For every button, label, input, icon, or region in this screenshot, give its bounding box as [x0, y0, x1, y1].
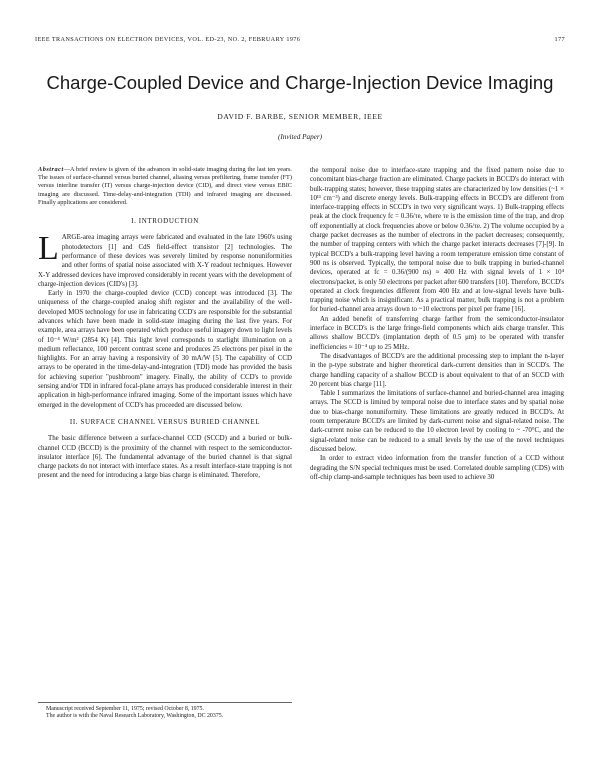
journal-name: IEEE TRANSACTIONS ON ELECTRON DEVICES, VOL. ED-23, NO. 2, FEBRUARY 1976 [35, 36, 301, 43]
intro-paragraph-2: Early in 1970 the charge-coupled device (CCD) concept was introduced [3]. The uniqueness of the charge-coupled analog shift register and the availability of the well-developed MOS technology for use in fabricating CCD's are responsible for the substantial advances which have been made in solid-state imaging during the last five years. For example, area arrays have been operated which produce useful imagery down to light levels of 10⁻⁴ W/m² (2854 K) [4]. This light level corresponds to starlight illumination on a medium reflectance, 100 percent contrast scene and produces 25 electrons per pixel in the highlights. For an array having a responsivity of 30 mA/W [5]. The capability of CCD arrays to be operated in the time-delay-and-integration (TDI) mode has provided the basis for achieving superior "pushbroom" imagery. Finally, the ability of CCD's to provide sensing and/or TDI in infrared focal-plane arrays has produced considerable interest in their application in high-performance infrared imaging. Some of the important issues which have emerged in the development of CCD's has proceeded are discussed below. [38, 290, 292, 409]
right-paragraph-5: In order to extract video information from the transfer function of a CCD without degrading the S/N special techniques must be used. Correlated double sampling (CDS) with off-chip clamp-and-sample techniques has been used to achieve 30 [310, 455, 564, 481]
page-number: 177 [554, 36, 565, 43]
footnote-received: Manuscript received September 11, 1975; revised October 8, 1975. [46, 706, 204, 712]
intro-paragraph-1 [38, 230, 292, 289]
abstract-label: Abstract [38, 166, 64, 173]
left-column [38, 166, 292, 481]
right-paragraph-3: The disadvantages of BCCD's are the additional processing step to implant the n-layer in the p-type substrate and higher theoretical dark-current densities than in SCCD's. The charge handling capacity of a shallow BCCD is about equivalent to that of an SCCD with 20 percent bias charge [11]. [310, 352, 564, 388]
abstract-text: —A brief review is given of the advances in solid-state imaging during the last ten years. The issues of surface-channel versus buried channel, aliasing versus prefiltering, frame transfer (FT) versus interline transfer (IT) versus charge-injection device (CID), and direct view versus EBIC imaging are discussed. Time-delay-and-integration (TDI) and infrared imaging are discussed. Finally applications are considered. [38, 166, 292, 206]
right-paragraph-1: the temporal noise due to interface-state trapping and the fixed pattern noise due to concomitant bias-charge fraction are eliminated. Charge packets in BCCD's do interact with bulk-trapping states; however, these trapping states are characterized by low densities (~1 × 10¹¹ cm⁻³) and discrete energy levels. Bulk-trapping effects in BCCD's are different from interface-trapping effects in SCCD's in two very significant ways. 1) Bulk-trapping effects peak at the clock frequency fc = 0.36/τe, where τe is the emission time of the trap, and drop off exponentially at clock frequencies above or below 0.36/τe. 2) The volume occupied by a charge packet decreases as the number of electrons in the packet decreases; consequently, the number of trapping centers with which the charge packet interacts decreases [7]-[9]. In typical BCCD's a bulk-trapping level having a room temperature emission time constant of 900 ns is observed. Typically, the temporal noise due to bulk trapping in buried-channel devices, operated at fc = 0.36/(900 ns) ≈ 400 Hz with signal levels of 1 × 10⁴ electrons/packet, is only 50 electrons per packet after 600 transfers [10]. Therefore, BCCD's operated at clock frequencies different from 400 Hz and at low-signal levels have bulk-trapping noise which is insignificant. As a practical matter, bulk trapping is not a problem for buried-channel area arrays down to ~10 electrons per pixel per frame [16]. [310, 167, 564, 314]
abstract [38, 166, 292, 207]
drop-cap: L [38, 230, 59, 268]
buried-paragraph-1: The basic difference between a surface-channel CCD (SCCD) and a buried or bulk-channel CCD (BCCD) is the proximity of the channel with respect to the semiconductor-insulator interface [6]. The fundamental advantage of the buried channel is that signal charge packets do not interact with interface states. As a result interface-state trapping is not present and the need for introducing a large bias charge is eliminated. Therefore, [38, 435, 292, 480]
footnote-affiliation: The author is with the Naval Research Laboratory, Washington, DC 20375. [46, 713, 224, 720]
right-paragraph-2: An added benefit of transferring charge farther from the semiconductor-insulator interface in BCCD's is the large fringe-field components which aids charge transfer. This allows shallow BCCD's (implantation depth of 0.5 μm) to be operated with transfer inefficiencies ≈ 10⁻⁴ up to 25 MHz. [310, 315, 564, 351]
paper-type: (Invited Paper) [277, 133, 323, 141]
running-head [35, 36, 565, 43]
section-heading-introduction: I. INTRODUCTION [131, 217, 199, 226]
author-line: DAVID F. BARBE, SENIOR MEMBER, IEEE [217, 112, 383, 121]
intro-paragraph-1-text: ARGE-area imaging arrays were fabricated and evaluated in the late 1960's using photodetectors [1] and CdS field-effect transistor [2] technologies. The performance of these devices was severely limited by response nonuniformities and other forms of spatial noise associated with X-Y readout techniques. However X-Y addressed devices have improved considerably in recent years with the development of charge-injection devices (CID's) [3]. [38, 234, 292, 288]
right-column [310, 166, 564, 482]
section-heading-buried-channel: II. SURFACE CHANNEL VERSUS BURIED CHANNEL [69, 417, 261, 426]
paper-title: Charge-Coupled Device and Charge-Injection Device Imaging [46, 72, 554, 94]
right-paragraph-4: Table I summarizes the limitations of surface-channel and buried-channel area imaging arrays. The SCCD is limited by temporal noise due to interface states and by spatial noise due to bias-charge nonuniformity. These limitations are greatly reduced in BCCD's. At room temperature BCCD's are limited by dark-current noise and signal-related noise. The dark-current noise can be reduced to the 10 electron level by cooling to ~ -70°C, and the signal-related noise can be reduced to a small levels by the use of the novel techniques discussed below. [310, 390, 564, 453]
footnotes [38, 702, 292, 721]
